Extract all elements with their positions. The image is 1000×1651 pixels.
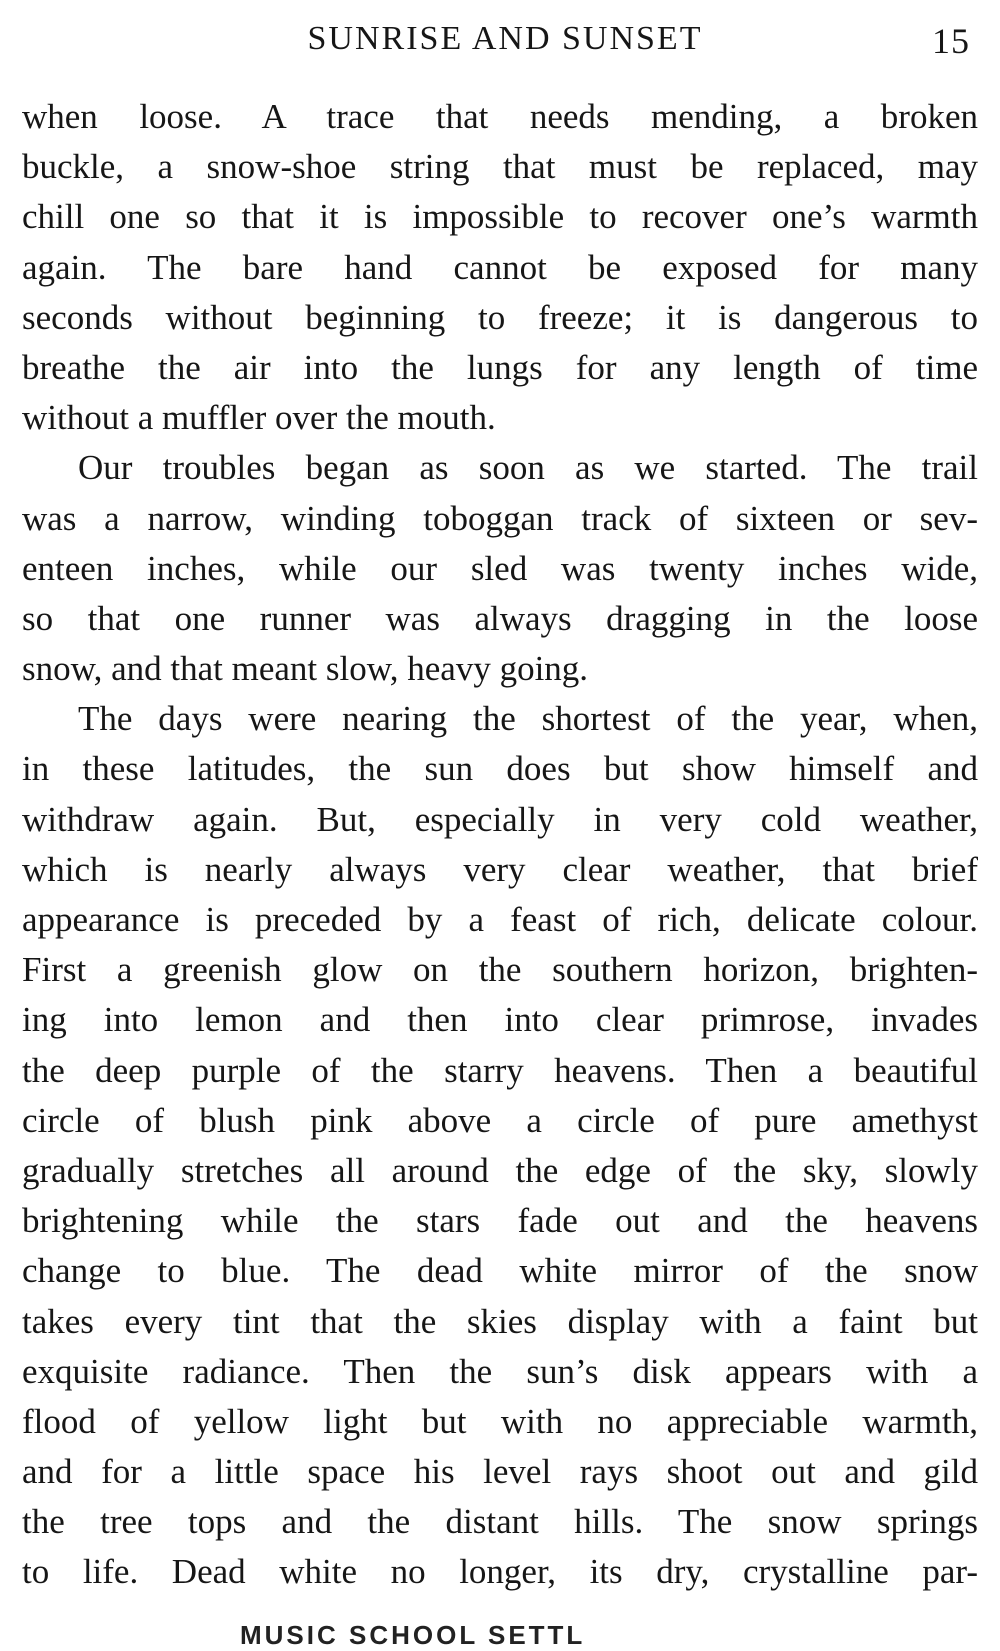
text-line: again. The bare hand cannot be exposed for many [22, 247, 978, 287]
text-line: breathe the air into the lungs for any length of time [22, 347, 978, 387]
text-line: exquisite radiance. Then the sun’s disk appears with a [22, 1351, 978, 1391]
text-line: circle of blush pink above a circle of pure amethyst [22, 1100, 978, 1140]
text-line: The days were nearing the shortest of the year, when, [78, 699, 978, 739]
text-line: chill one so that it is impossible to recover one’s warmth [22, 197, 978, 237]
body-text [22, 92, 978, 1598]
text-line: the deep purple of the starry heavens. Then a beautiful [22, 1050, 978, 1090]
text-line: which is nearly always very clear weather, that brief [22, 849, 978, 889]
library-stamp: MUSIC SCHOOL SETTL [240, 1620, 586, 1650]
text-line: takes every tint that the skies display with a faint but [22, 1301, 978, 1341]
text-line: change to blue. The dead white mirror of the snow [22, 1251, 978, 1291]
text-line: the tree tops and the distant hills. The snow springs [22, 1502, 978, 1542]
text-line: was a narrow, winding toboggan track of sixteen or sev- [22, 498, 978, 538]
running-title: SUNRISE AND SUNSET [307, 20, 703, 57]
text-line: and for a little space his level rays shoot out and gild [22, 1452, 978, 1492]
text-line: brightening while the stars fade out and the heavens [22, 1201, 978, 1241]
text-line: seconds without beginning to freeze; it is dangerous to [22, 297, 978, 337]
text-line: withdraw again. But, especially in very cold weather, [22, 799, 978, 839]
page-header [0, 16, 1000, 66]
text-line: in these latitudes, the sun does but show himself and [22, 749, 978, 789]
page-number: 15 [932, 21, 970, 61]
text-line: flood of yellow light but with no appreciable warmth, [22, 1401, 978, 1441]
text-line: snow, and that meant slow, heavy going. [22, 649, 589, 689]
text-line: ing into lemon and then into clear primrose, invades [22, 1000, 978, 1040]
text-line: when loose. A trace that needs mending, a broken [22, 97, 978, 136]
text-line: First a greenish glow on the southern horizon, brighten- [22, 950, 978, 990]
text-line: enteen inches, while our sled was twenty inches wide, [22, 548, 978, 588]
text-line: gradually stretches all around the edge of the sky, slowly [22, 1150, 978, 1190]
text-line: to life. Dead white no longer, its dry, crystalline par- [22, 1552, 978, 1592]
text-line: buckle, a snow-shoe string that must be replaced, may [22, 147, 978, 187]
text-line: so that one runner was always dragging in the loose [22, 598, 978, 638]
text-line: Our troubles began as soon as we started. The trail [78, 448, 978, 488]
text-line: without a muffler over the mouth. [22, 398, 496, 438]
text-line: appearance is preceded by a feast of rich, delicate colour. [22, 900, 978, 939]
